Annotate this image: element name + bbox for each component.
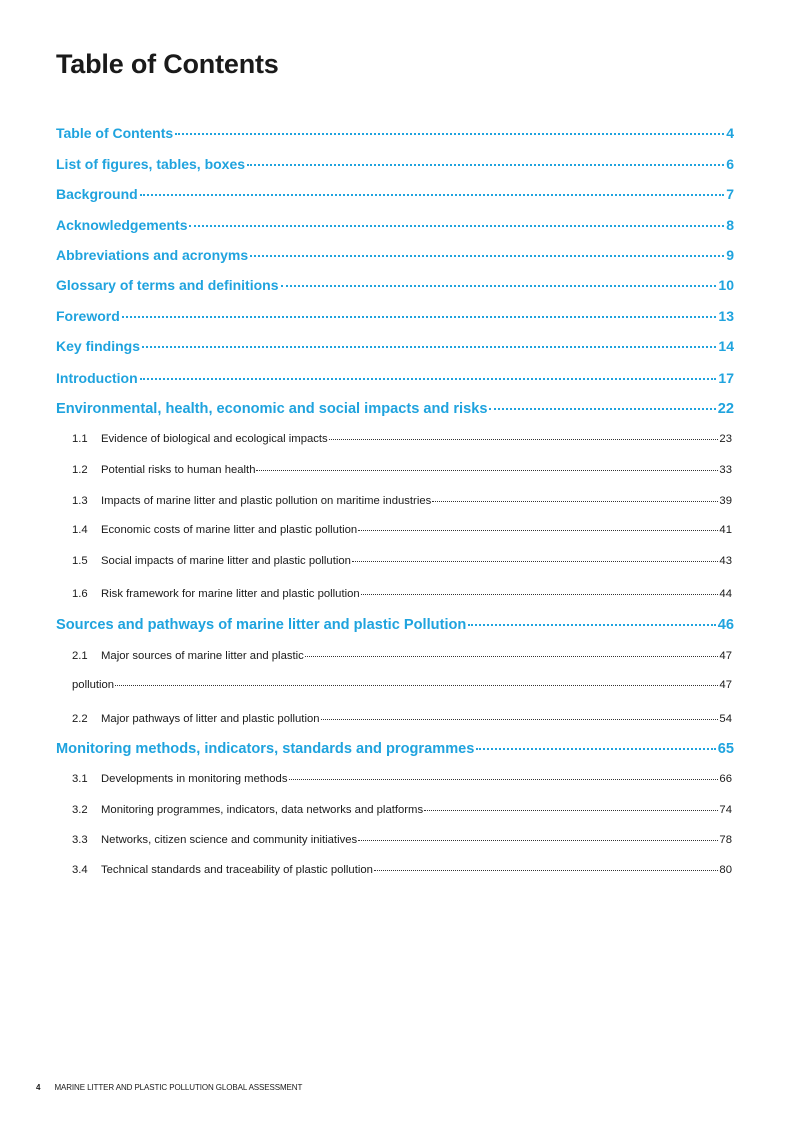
toc-subentry-page: 78	[719, 834, 732, 846]
toc-entry-foreword[interactable]	[56, 308, 734, 330]
toc-subentry-number: 3.1	[72, 773, 88, 785]
dot-leader	[489, 408, 715, 410]
toc-subentry-page: 47	[719, 679, 732, 691]
dot-leader	[358, 840, 718, 841]
toc-subentry-label: Evidence of biological and ecological impacts	[101, 433, 328, 445]
toc-entry-label: Environmental, health, economic and social impacts and risks	[56, 401, 488, 417]
dot-leader	[189, 225, 724, 227]
toc-entry-table-of-contents[interactable]	[56, 125, 734, 147]
toc-subentry-label: Developments in monitoring methods	[101, 773, 288, 785]
toc-subentry-3-1[interactable]	[72, 773, 732, 795]
footer-page-number: 4	[36, 1083, 41, 1092]
dot-leader	[424, 810, 718, 811]
toc-entry-label: Glossary of terms and definitions	[56, 277, 279, 293]
toc-subentry-page: 33	[719, 464, 732, 476]
toc-subentry-number: 1.3	[72, 495, 88, 507]
toc-subentry-page: 66	[719, 773, 732, 785]
toc-subentry-number: 1.4	[72, 524, 88, 536]
dot-leader	[352, 561, 719, 562]
toc-subentry-number: 3.3	[72, 834, 88, 846]
toc-entry-label: Monitoring methods, indicators, standards and programmes	[56, 741, 475, 757]
toc-entry-page: 9	[726, 247, 734, 263]
toc-entry-chapter-2[interactable]	[56, 617, 734, 639]
toc-subentry-3-3[interactable]	[72, 834, 732, 856]
toc-entry-label: Acknowledgements	[56, 217, 188, 233]
toc-entry-label: Background	[56, 186, 138, 202]
dot-leader	[140, 378, 717, 380]
toc-subentry-label: Major pathways of litter and plastic pollution	[101, 713, 320, 725]
dot-leader	[432, 501, 718, 502]
dot-leader	[281, 285, 717, 287]
toc-entry-page: 22	[717, 401, 734, 417]
toc-subentry-3-2[interactable]	[72, 804, 732, 826]
toc-subentry-1-3[interactable]	[72, 495, 732, 517]
toc-entry-list-of-figures[interactable]	[56, 156, 734, 178]
toc-entry-page: 65	[717, 741, 734, 757]
toc-subentry-page: 44	[719, 588, 732, 600]
toc-subentry-number: 2.2	[72, 713, 88, 725]
footer-title: MARINE LITTER AND PLASTIC POLLUTION GLOBAL ASSESSMENT	[54, 1083, 303, 1092]
dot-leader	[305, 656, 719, 657]
toc-entry-label: Introduction	[56, 370, 138, 386]
toc-subentry-page: 39	[719, 495, 732, 507]
toc-subentry-1-1[interactable]	[72, 433, 732, 455]
toc-subentry-label: Potential risks to human health	[101, 464, 256, 476]
dot-leader	[142, 346, 716, 348]
toc-subentry-label: Networks, citizen science and community initiatives	[101, 834, 358, 846]
toc-entry-chapter-1[interactable]	[56, 401, 734, 423]
toc-subentry-label: Major sources of marine litter and plastic	[101, 650, 304, 662]
toc-entry-label: Foreword	[56, 308, 120, 324]
toc-subentry-1-5[interactable]	[72, 555, 732, 577]
toc-entry-page: 7	[726, 186, 734, 202]
dot-leader	[250, 255, 724, 257]
toc-subentry-page: 41	[719, 524, 732, 536]
toc-subentry-1-2[interactable]	[72, 464, 732, 486]
toc-subentry-label: Social impacts of marine litter and plastic pollution	[101, 555, 351, 567]
toc-subentry-1-6[interactable]	[72, 588, 732, 610]
toc-subentry-1-4[interactable]	[72, 524, 732, 546]
dot-leader	[468, 624, 715, 626]
toc-subentry-page: 23	[719, 433, 732, 445]
dot-leader	[115, 685, 718, 686]
toc-subentry-label: Impacts of marine litter and plastic pollution on maritime industries	[101, 495, 432, 507]
toc-entry-glossary[interactable]	[56, 277, 734, 299]
dot-leader	[256, 470, 718, 471]
toc-subentry-label: Monitoring programmes, indicators, data networks and platforms	[101, 804, 424, 816]
dot-leader	[122, 316, 717, 318]
toc-entry-acknowledgements[interactable]	[56, 217, 734, 239]
toc-subentry-page: 43	[719, 555, 732, 567]
toc-entry-page: 6	[726, 156, 734, 172]
toc-entry-label: Abbreviations and acronyms	[56, 247, 249, 263]
toc-entry-label: Key findings	[56, 338, 141, 354]
toc-subentry-label: Technical standards and traceability of plastic pollution	[101, 864, 373, 876]
toc-entry-abbreviations[interactable]	[56, 247, 734, 269]
toc-subentry-3-4[interactable]	[72, 864, 732, 886]
toc-entry-introduction[interactable]	[56, 370, 734, 392]
toc-entry-page: 17	[718, 370, 734, 386]
toc-subentry-number: 1.6	[72, 588, 88, 600]
dot-leader	[329, 439, 719, 440]
toc-subentry-label: pollution	[72, 679, 115, 691]
toc-entry-label: List of figures, tables, boxes	[56, 156, 246, 172]
toc-subentry-page: 74	[719, 804, 732, 816]
toc-subentry-page: 47	[719, 650, 732, 662]
toc-entry-label: Table of Contents	[56, 125, 174, 141]
page-footer	[36, 1083, 302, 1092]
toc-entry-key-findings[interactable]	[56, 338, 734, 360]
toc-entry-chapter-3[interactable]	[56, 741, 734, 763]
toc-subentry-number: 1.2	[72, 464, 88, 476]
toc-subentry-label: Economic costs of marine litter and plastic pollution	[101, 524, 358, 536]
toc-entry-page: 4	[726, 125, 734, 141]
toc-entry-page: 46	[717, 617, 734, 633]
toc-subentry-number: 1.1	[72, 433, 88, 445]
toc-subentry-page: 54	[719, 713, 732, 725]
toc-subentry-2-1[interactable]	[72, 650, 732, 672]
dot-leader	[289, 779, 719, 780]
toc-entry-page: 14	[718, 338, 734, 354]
toc-subentry-2-2[interactable]	[72, 713, 732, 735]
toc-entry-page: 8	[726, 217, 734, 233]
toc-subentry-number: 3.2	[72, 804, 88, 816]
toc-entry-page: 13	[718, 308, 734, 324]
toc-subentry-2-1-continued[interactable]	[72, 679, 732, 701]
dot-leader	[358, 530, 718, 531]
toc-subentry-label: Risk framework for marine litter and plastic pollution	[101, 588, 360, 600]
toc-subentry-number: 3.4	[72, 864, 88, 876]
toc-entry-page: 10	[718, 277, 734, 293]
dot-leader	[140, 194, 725, 196]
toc-subentry-number: 2.1	[72, 650, 88, 662]
toc-subentry-page: 80	[719, 864, 732, 876]
dot-leader	[247, 164, 724, 166]
dot-leader	[175, 133, 724, 135]
toc-entry-label: Sources and pathways of marine litter and plastic Pollution	[56, 617, 467, 633]
dot-leader	[321, 719, 719, 720]
toc-subentry-number: 1.5	[72, 555, 88, 567]
toc-entry-background[interactable]	[56, 186, 734, 208]
dot-leader	[374, 870, 719, 871]
dot-leader	[476, 748, 715, 750]
page-title: Table of Contents	[56, 49, 279, 79]
dot-leader	[361, 594, 719, 595]
